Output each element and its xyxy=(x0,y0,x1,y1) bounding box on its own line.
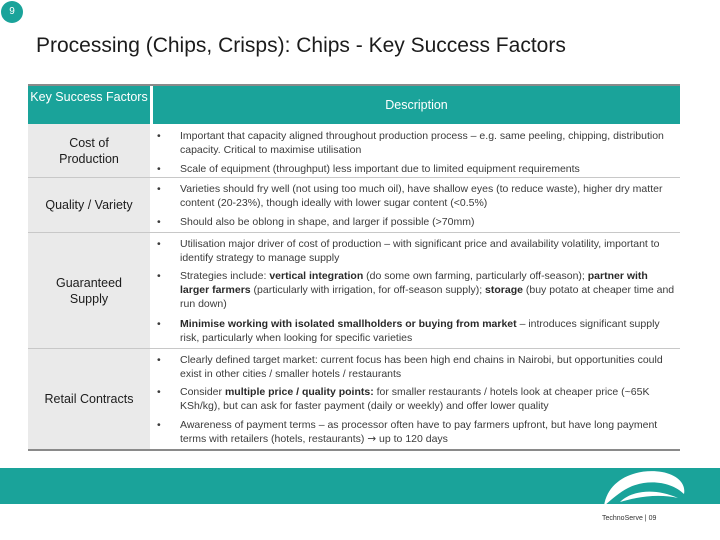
bullet-dot: • xyxy=(157,318,161,330)
bullet-text: Varieties should fry well (not using too much oil), have shallow eyes (to reduce waste), higher dry matter content (20-23%), though ideally with lower sugar content (<0.5%) xyxy=(180,183,663,209)
page-number-badge: 9 xyxy=(1,1,23,23)
bullet-item xyxy=(153,418,680,446)
row-description xyxy=(153,124,680,177)
row-description xyxy=(153,349,680,449)
bullet-item xyxy=(153,215,680,229)
bullet-text: Consider multiple price / quality points: for smaller restaurants / hotels look at cheaper price (~65K KSh/kg), but can ask for faster payment (daily or weekly) and offer lower quality xyxy=(180,386,650,412)
bullet-item xyxy=(153,353,680,381)
bullet-text: Should also be oblong in shape, and larger if possible (>70mm) xyxy=(180,216,475,228)
bullet-text: Utilisation major driver of cost of production – with significant price and availability volatility, important to identify strategy to manage supply xyxy=(180,238,660,264)
bullet-text: Strategies include: vertical integration (do some own farming, particularly off-season); partner with larger farmers (particularly with irrigation, for off-season supply); storage (buy potato at cheaper time and run down) xyxy=(180,270,675,310)
bullet-dot: • xyxy=(157,270,161,282)
table-row xyxy=(28,233,680,349)
bullet-dot: • xyxy=(157,354,161,366)
bullet-dot: • xyxy=(157,216,161,228)
bullet-item xyxy=(153,162,680,176)
brand-footer-text: TechnoServe | 09 xyxy=(602,515,657,522)
row-description xyxy=(153,233,680,348)
bullet-dot: • xyxy=(157,130,161,142)
bullet-dot: • xyxy=(157,386,161,398)
table-row xyxy=(28,124,680,178)
bullet-item xyxy=(153,269,680,311)
bullet-item xyxy=(153,182,680,210)
row-label-cost-of-production: Cost of Production xyxy=(28,124,150,177)
key-success-factors-table xyxy=(28,84,680,445)
bullet-text: Scale of equipment (throughput) less important due to limited equipment requirements xyxy=(180,163,580,175)
bullet-text: Minimise working with isolated smallholders or buying from market – introduces significant supply risk, particularly when looking for specific varieties xyxy=(180,318,660,344)
bullet-dot: • xyxy=(157,238,161,250)
bullet-item xyxy=(153,317,680,345)
table-row xyxy=(28,178,680,233)
table-row xyxy=(28,349,680,451)
bullet-dot: • xyxy=(157,419,161,431)
row-label-guaranteed-supply: Guaranteed Supply xyxy=(28,233,150,348)
bullet-dot: • xyxy=(157,163,161,175)
page-title: Processing (Chips, Crisps): Chips - Key Success Factors xyxy=(36,34,566,57)
table-header xyxy=(28,84,680,124)
row-label-retail-contracts: Retail Contracts xyxy=(28,349,150,449)
header-key-success-factors: Key Success Factors xyxy=(28,86,150,124)
bullet-text: Clearly defined target market: current focus has been high end chains in Nairobi, but opportunities could exist in other cities / smaller hotels / restaurants xyxy=(180,354,663,380)
header-description: Description xyxy=(153,86,680,124)
row-description xyxy=(153,178,680,232)
bullet-text: Awareness of payment terms – as processor often have to pay farmers upfront, but have long payment terms with retailers (hotels, restaurants) → up to 120 days xyxy=(180,419,658,445)
bullet-dot: • xyxy=(157,183,161,195)
bullet-item xyxy=(153,385,680,413)
row-label-quality-variety: Quality / Variety xyxy=(28,178,150,232)
bullet-item xyxy=(153,129,680,157)
bullet-item xyxy=(153,237,680,265)
logo-icon xyxy=(598,466,688,514)
bullet-text: Important that capacity aligned throughout production process – e.g. same peeling, chipping, distribution capacity. Critical to maximise utilisation xyxy=(180,130,664,156)
